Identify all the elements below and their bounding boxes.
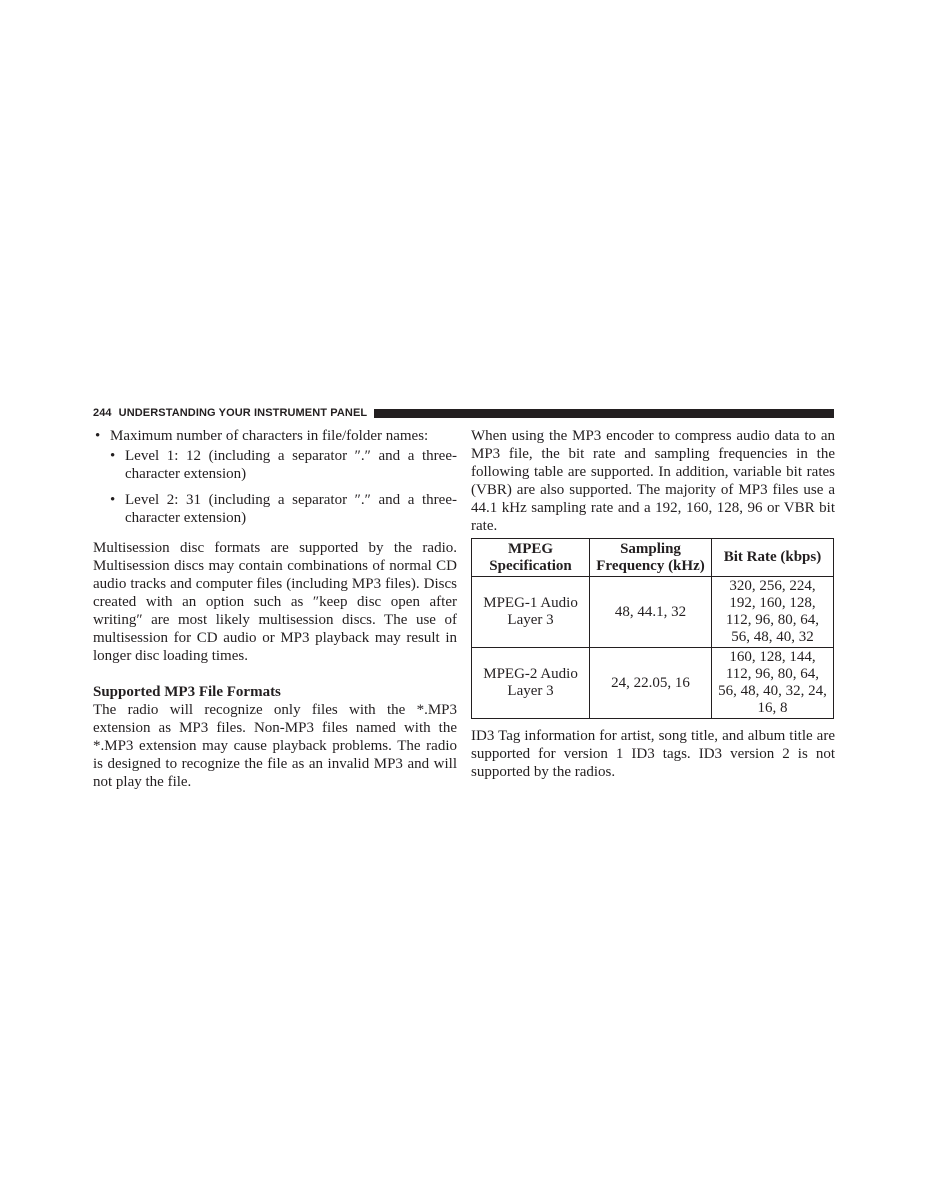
cell-bit-rate: 160, 128, 144, 112, 96, 80, 64, 56, 48, 40, 32, 24, 16, 8 [711,648,833,719]
sub-bullet-level-1 [93,447,457,483]
sub-bullet-text: Level 1: 12 (including a separator ″.″ and a three-character extension) [125,448,457,482]
section-title: UNDERSTANDING YOUR INSTRUMENT PANEL [118,407,368,419]
cell-spec: MPEG-2 Audio Layer 3 [472,648,590,719]
header-rule [374,409,834,418]
cell-frequency: 48, 44.1, 32 [590,577,712,648]
bullet-max-characters [93,427,457,445]
sub-bullet-level-2 [93,491,457,527]
table-row [472,577,834,648]
table-row [472,648,834,719]
header-sampling-frequency: Sampling Frequency (kHz) [590,539,712,577]
table-header-row [472,539,834,577]
cell-spec: MPEG-1 Audio Layer 3 [472,577,590,648]
sub-bullet-text: Level 2: 31 (including a separator ″.″ and a three-character extension) [125,492,457,526]
mp3-formats-paragraph: The radio will recognize only files with the *.MP3 extension as MP3 files. Non-MP3 files named with the *.MP3 extension may cause playback problems. The radio is designed to recognize the file as an invalid MP3 and will not play the file. [93,702,457,790]
right-column [471,427,835,781]
bullet-dot: • [110,448,116,464]
header-bit-rate: Bit Rate (kbps) [711,539,833,577]
bullet-text: Maximum number of characters in file/folder names: [110,428,429,444]
bullet-dot: • [95,428,101,444]
mp3-spec-table [471,538,834,719]
bullet-dot: • [110,492,116,508]
multisession-paragraph: Multisession disc formats are supported by the radio. Multisession discs may contain combinations of normal CD audio tracks and computer files (including MP3 files). Discs created with an option such as ″keep disc open after writing″ are most likely multisession discs. The use of multisession for CD audio or MP3 playback may result in longer disc loading times. [93,540,457,664]
page-number: 244 [93,407,112,419]
page-header [93,405,834,421]
header-mpeg-spec: MPEG Specification [472,539,590,577]
encoder-intro-paragraph: When using the MP3 encoder to compress audio data to an MP3 file, the bit rate and sampling frequencies in the following table are supported. In addition, variable bit rates (VBR) are also supported. The majority of MP3 files use a 44.1 kHz sampling rate and a 192, 160, 128, 96 or VBR bit rate. [471,428,835,534]
left-column [93,427,457,791]
id3-paragraph: ID3 Tag information for artist, song title, and album title are supported for version 1 ID3 tags. ID3 version 2 is not supported by the radios. [471,728,835,780]
cell-frequency: 24, 22.05, 16 [590,648,712,719]
cell-bit-rate: 320, 256, 224, 192, 160, 128, 112, 96, 80, 64, 56, 48, 40, 32 [711,577,833,648]
mp3-formats-heading: Supported MP3 File Formats [93,684,281,700]
